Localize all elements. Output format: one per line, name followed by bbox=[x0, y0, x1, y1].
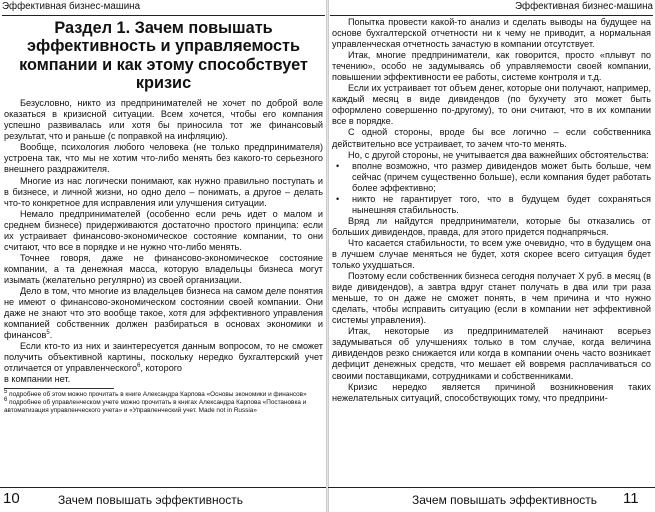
paragraph-tail: , которого bbox=[140, 363, 182, 374]
footnote-mark: 5 bbox=[4, 389, 8, 396]
footnote bbox=[4, 391, 323, 399]
list-item: • вполне возможно, что размер дивидендов может быть больше, чем сейчас (причем существенно больше), если компания будет работать более эффективно; bbox=[352, 161, 651, 194]
footnote bbox=[4, 396, 323, 414]
bullet-list bbox=[332, 161, 651, 216]
section-title: Раздел 1. Зачем повышать эффективность и управляемость компании и как этому способствует кризис bbox=[19, 19, 308, 92]
footnote-mark: 6 bbox=[4, 396, 8, 403]
paragraph: Немало предпринимателей (особенно если речь идет о малом и среднем бизнесе) придерживаются достаточно простого принципа: если их устраивает финансово-экономическое состояние компании, то они считают, что все в порядке и не нужно что-либо менять. bbox=[4, 208, 323, 252]
paragraph: Поэтому если собственник бизнеса сегодня получает X руб. в месяц (в виде дивидендов), а завтра вдруг станет получать в два или три раза меньше, то он даже не сможет понять, в чем причина и что нужно сделать, чтобы исправить ситуацию (если в компании нет эффективной системы управления). bbox=[332, 271, 651, 326]
paragraph: Итак, некоторые из предпринимателей начинают всерьез задумываться об улучшениях только в том случае, когда величина дивидендов резко снижается или когда в компании очень часто возникает дефицит денежных средств, что мешает ей вовремя расплачиваться со своими поставщиками, сотрудниками и собственниками. bbox=[332, 326, 651, 381]
paragraph bbox=[4, 341, 323, 374]
paragraph: Попытка провести какой-то анализ и сделать выводы на будущее на основе бухгалтерской отчетности ни к чему не приводит, а нормальная управленческая отчетность зачастую в компании отсутствует. bbox=[332, 17, 651, 50]
paragraph: Многие из нас логически понимают, как нужно правильно поступать и в бизнесе, и личной жизни, но одно дело – понимать, а другое – делать что-то конкретное для исправления или улучшения ситуации. bbox=[4, 175, 323, 208]
page-number: 11 bbox=[623, 490, 639, 507]
paragraph: Если их устраивает тот объем денег, которые они получают, например, каждый месяц в виде дивидендов (по бухучету это может быть оформлено совершенно по-другому), то они считают, что в их компании все в порядке. bbox=[332, 83, 651, 127]
paragraph-text: Если кто-то из них и заинтересуется данным вопросом, то не сможет получить объективной картины, поскольку нередко бухгалтерский учет отличается от управленческого bbox=[4, 341, 323, 374]
footnote-ref: 6 bbox=[137, 363, 141, 370]
page-number: 10 bbox=[3, 490, 20, 507]
paragraph: Безусловно, никто из предпринимателей не хочет по доброй воле оказаться в кризисной ситуации. Всем хочется, чтобы его компания успешно развивалась или хотя бы приносила тот же финансовый результат, что и раньше (с поправкой на инфляцию). bbox=[4, 98, 323, 142]
running-head-right: Эффективная бизнес-машина bbox=[330, 0, 653, 16]
paragraph: в компании нет. bbox=[4, 374, 71, 385]
footnote-text: подробнее об управленческом учете можно прочитать в книгах Александра Карпова «Постановка и автоматизация управленческого учета» и «Управленческий учет. Made not in Russia» bbox=[4, 399, 307, 414]
footer-title: Зачем повышать эффективность bbox=[58, 493, 244, 507]
page-footer-right bbox=[328, 487, 655, 510]
page-footer-left bbox=[0, 487, 327, 510]
footer-title: Зачем повышать эффективность bbox=[412, 493, 598, 507]
paragraph: Что касается стабильности, то всем уже очевидно, что в будущем она в лучшем случае меняться не будет, хотя скорее всего ситуация будет только ухудшаться. bbox=[332, 237, 651, 271]
footnote-ref: 5 bbox=[46, 330, 50, 337]
paragraph: С одной стороны, вроде бы все логично – если собственника действительно все устраивает, то зачем что-то менять. bbox=[332, 127, 651, 149]
left-page bbox=[0, 0, 327, 512]
paragraph: Точнее говоря, даже не финансово-экономическое состояние компании, а та денежная масса, которую владельцы бизнеса могут изымать (желательно регулярно) из своей организации. bbox=[4, 252, 323, 285]
list-item: • никто не гарантирует того, что в будущем будет сохраняться нынешняя стабильность. bbox=[352, 194, 651, 216]
paragraph: Вообще, психология любого человека (не только предпринимателя) устроена так, что мы не хотим что-либо менять без какого-то серьезного внешнего раздражителя. bbox=[4, 142, 323, 175]
right-page-body bbox=[332, 17, 651, 404]
right-page bbox=[328, 0, 655, 512]
paragraph: Но, с другой стороны, не учитывается два важнейших обстоятельства: bbox=[348, 149, 649, 160]
footnote-text: подробнее об этом можно прочитать в книге Александра Карпова «Основы экономики и финансов» bbox=[9, 391, 307, 399]
paragraph-text: Дело в том, что многие из владельцев бизнеса на самом деле понятия не имеют о финансово-экономическом состоянии своей компании. Они даже не знают что это вообще такое, хотя для эффективного управления компанией собственник должен разбираться в основах экономики и финансов bbox=[4, 285, 323, 341]
left-page-body bbox=[4, 17, 323, 414]
paragraph: Вряд ли найдутся предприниматели, которые бы отказались от больших дивидендов, правда, для этого придется поднапрячься. bbox=[332, 215, 651, 237]
footnote-divider bbox=[4, 388, 114, 389]
paragraph: Итак, многие предприниматели, как говорится, просто «плывут по течению», особо не задумываясь об управляемости своей компании, повышении эффективности ее работы, системе контроля и т.д. bbox=[332, 50, 651, 83]
running-head-left: Эффективная бизнес-машина bbox=[2, 0, 325, 16]
paragraph: Кризис нередко является причиной возникновения таких нежелательных ситуаций, способствующих тому, что предприни- bbox=[332, 381, 651, 403]
paragraph: Дело в том, что многие из владельцев бизнеса на самом деле понятия не имеют о финансово-экономическом состоянии своей компании. Они даже не знают что это вообще такое, хотя для эффективного управления компанией собственник должен разбираться в основах экономики и финансов$^5$. bbox=[4, 285, 323, 341]
